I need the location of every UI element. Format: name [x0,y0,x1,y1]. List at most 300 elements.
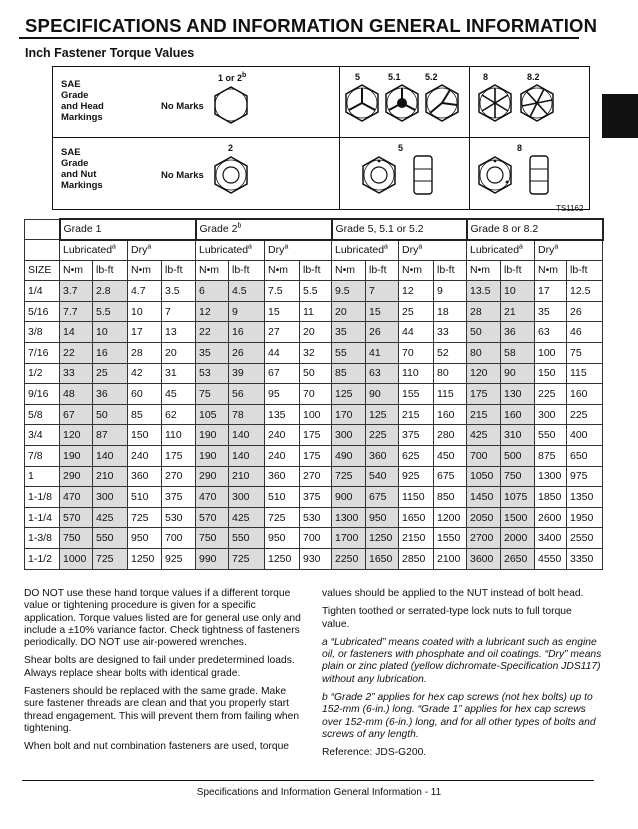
torque-value-cell: 48 [60,384,93,405]
torque-value-cell: 925 [162,549,196,570]
torque-value-cell: 78 [229,404,265,425]
torque-value-cell: 4.5 [229,281,265,302]
torque-value-cell: 135 [265,404,300,425]
torque-value-cell: 215 [467,404,501,425]
torque-value-cell: 675 [434,466,467,487]
head-markings-label: SAE Grade and Head Markings [61,79,104,123]
table-row [25,301,603,322]
dry-header: Dry$^a$ [535,240,603,261]
torque-value-cell: 950 [128,528,162,549]
torque-value-cell: 925 [399,466,434,487]
torque-value-cell: 225 [366,425,399,446]
torque-table [24,218,604,570]
unit-lbft-header: lb-ft [300,260,332,281]
torque-value-cell: 63 [366,363,399,384]
torque-value-cell: 35 [535,301,567,322]
nut-side-view-icon [411,153,435,197]
hex-nut-plain-icon [211,155,251,195]
torque-value-cell: 2000 [501,528,535,549]
note-paragraph: DO NOT use these hand torque values if a different torque value or tightening procedure is given for a specific application. Torque values listed are for general use only and include a ±10% variance factor. Check tightness of fasteners periodically. DO NOT use air-powered wrenches. [24,588,301,649]
torque-value-cell: 210 [229,466,265,487]
torque-value-cell: 2700 [467,528,501,549]
torque-value-cell: 1050 [467,466,501,487]
torque-value-cell: 32 [300,343,332,364]
torque-value-cell: 1250 [366,528,399,549]
torque-value-cell: 1450 [467,487,501,508]
nut-grade-label: 8 [517,143,523,153]
torque-value-cell: 650 [567,446,603,467]
torque-value-cell: 530 [300,507,332,528]
torque-value-cell: 375 [300,487,332,508]
torque-value-cell: 570 [60,507,93,528]
torque-value-cell: 20 [300,322,332,343]
torque-value-cell: 7.5 [265,281,300,302]
torque-value-cell: 150 [535,363,567,384]
size-cell: 9/16 [25,384,60,405]
torque-value-cell: 55 [332,343,366,364]
torque-value-cell: 1950 [567,507,603,528]
torque-value-cell: 1550 [434,528,467,549]
footer-rule [22,780,594,781]
torque-value-cell: 625 [399,446,434,467]
size-cell: 1-1/4 [25,507,60,528]
torque-value-cell: 425 [229,507,265,528]
torque-value-cell: 42 [128,363,162,384]
torque-value-cell: 50 [467,322,501,343]
torque-value-cell: 2250 [332,549,366,570]
markings-col-divider [339,67,340,209]
torque-value-cell: 100 [300,404,332,425]
torque-value-cell: 1650 [366,549,399,570]
torque-value-cell: 490 [332,446,366,467]
lubricated-header: Lubricated$^a$ [60,240,128,261]
torque-value-cell: 270 [162,466,196,487]
unit-lbft-header: lb-ft [229,260,265,281]
torque-value-cell: 16 [229,322,265,343]
torque-value-cell: 85 [332,363,366,384]
head-grade-label: 5.1 [388,72,401,82]
torque-value-cell: 3.7 [60,281,93,302]
torque-value-cell: 110 [399,363,434,384]
hex-head-grade8-icon [475,83,515,123]
torque-value-cell: 400 [567,425,603,446]
torque-value-cell: 62 [162,404,196,425]
torque-value-cell: 725 [229,549,265,570]
unit-lbft-header: lb-ft [366,260,399,281]
torque-value-cell: 510 [128,487,162,508]
torque-value-cell: 17 [535,281,567,302]
torque-value-cell: 25 [399,301,434,322]
hex-head-grade5-icon [342,83,382,123]
torque-value-cell: 290 [196,466,229,487]
lubricated-header: Lubricated$^a$ [332,240,399,261]
size-cell: 3/8 [25,322,60,343]
torque-value-cell: 190 [60,446,93,467]
units-header-row [25,260,603,281]
torque-value-cell: 26 [366,322,399,343]
torque-value-cell: 28 [467,301,501,322]
torque-value-cell: 550 [535,425,567,446]
torque-value-cell: 140 [93,446,128,467]
torque-value-cell: 875 [535,446,567,467]
torque-value-cell: 210 [93,466,128,487]
torque-value-cell: 6 [196,281,229,302]
torque-value-cell: 375 [399,425,434,446]
torque-value-cell: 725 [265,507,300,528]
torque-value-cell: 700 [300,528,332,549]
torque-value-cell: 58 [501,343,535,364]
unit-nm-header: N•m [399,260,434,281]
notes-left [24,588,306,760]
torque-value-cell: 375 [162,487,196,508]
torque-value-cell: 225 [535,384,567,405]
torque-value-cell: 12 [399,281,434,302]
size-cell: 1-1/2 [25,549,60,570]
torque-value-cell: 20 [162,343,196,364]
torque-value-cell: 470 [196,487,229,508]
page-footer: Specifications and Information General Information - 11 [196,787,442,798]
size-cell: 5/16 [25,301,60,322]
torque-value-cell: 700 [467,446,501,467]
size-cell: 7/16 [25,343,60,364]
torque-value-cell: 50 [93,404,128,425]
torque-value-cell: 90 [366,384,399,405]
torque-value-cell: 300 [229,487,265,508]
reference: Reference: JDS-G200. [322,747,427,759]
table-row [25,384,603,405]
torque-value-cell: 190 [196,446,229,467]
hex-nut-grade5-icon [359,155,399,195]
table-row [25,446,603,467]
head-grade-label: 5.2 [425,72,438,82]
torque-value-cell: 45 [162,384,196,405]
torque-value-cell: 28 [128,343,162,364]
torque-value-cell: 990 [196,549,229,570]
torque-value-cell: 160 [501,404,535,425]
torque-value-cell: 2650 [501,549,535,570]
torque-value-cell: 4.7 [128,281,162,302]
torque-value-cell: 190 [196,425,229,446]
torque-value-cell: 360 [366,446,399,467]
torque-value-cell: 20 [332,301,366,322]
nut-grade-label: 5 [398,143,404,153]
torque-value-cell: 52 [434,343,467,364]
hex-head-grade52-icon [422,83,462,123]
torque-value-cell: 26 [567,301,603,322]
torque-value-cell: 67 [60,404,93,425]
torque-value-cell: 530 [162,507,196,528]
torque-value-cell: 36 [501,322,535,343]
table-row [25,363,603,384]
torque-value-cell: 125 [366,404,399,425]
table-row [25,404,603,425]
hex-nut-grade8-icon [475,155,515,195]
torque-value-cell: 3350 [567,549,603,570]
note-paragraph: When bolt and nut combination fasteners are used, torque [24,741,290,753]
torque-value-cell: 130 [501,384,535,405]
torque-value-cell: 290 [60,466,93,487]
torque-value-cell: 95 [265,384,300,405]
size-cell: 1 [25,466,60,487]
torque-value-cell: 1700 [332,528,366,549]
torque-value-cell: 2600 [535,507,567,528]
unit-nm-header: N•m [467,260,501,281]
head-grade-label: 5 [355,72,361,82]
torque-value-cell: 150 [128,425,162,446]
section-subtitle: Inch Fastener Torque Values [25,46,195,60]
torque-value-cell: 56 [229,384,265,405]
torque-value-cell: 9.5 [332,281,366,302]
torque-value-cell: 67 [265,363,300,384]
torque-value-cell: 7 [162,301,196,322]
page-header [19,9,598,39]
size-cell: 3/4 [25,425,60,446]
markings-col-divider [469,67,470,209]
torque-value-cell: 300 [332,425,366,446]
torque-value-cell: 33 [60,363,93,384]
head-grade-label: 8.2 [527,72,540,82]
torque-value-cell: 750 [60,528,93,549]
torque-value-cell: 500 [501,446,535,467]
torque-value-cell: 12.5 [567,281,603,302]
torque-value-cell: 225 [567,404,603,425]
note-paragraph: Fasteners should be replaced with the same grade. Make sure fastener threads are clean and that you properly start thread engagement. This will prevent them from failing when tightening. [24,686,300,734]
torque-value-cell: 7.7 [60,301,93,322]
table-row [25,466,603,487]
torque-value-cell: 35 [196,343,229,364]
torque-value-cell: 35 [332,322,366,343]
torque-value-cell: 10 [93,322,128,343]
torque-value-cell: 120 [60,425,93,446]
lubricated-header: Lubricated$^a$ [467,240,535,261]
size-cell: 1-1/8 [25,487,60,508]
torque-value-cell: 10 [501,281,535,302]
torque-value-cell: 5.5 [93,301,128,322]
torque-value-cell: 425 [467,425,501,446]
torque-value-cell: 70 [399,343,434,364]
torque-value-cell: 27 [265,322,300,343]
size-cell: 1-3/8 [25,528,60,549]
torque-value-cell: 18 [434,301,467,322]
torque-value-cell: 2850 [399,549,434,570]
torque-value-cell: 750 [501,466,535,487]
torque-value-cell: 930 [300,549,332,570]
torque-value-cell: 2100 [434,549,467,570]
torque-value-cell: 22 [196,322,229,343]
torque-value-cell: 15 [265,301,300,322]
torque-value-cell: 725 [332,466,366,487]
torque-value-cell: 3.5 [162,281,196,302]
torque-value-cell: 5.5 [300,281,332,302]
torque-value-cell: 950 [366,507,399,528]
torque-value-cell: 425 [93,507,128,528]
torque-value-cell: 1075 [501,487,535,508]
table-row [25,549,603,570]
footnote-a: a “Lubricated” means coated with a lubricant such as engine oil, or fasteners with phosphate and oil coatings. “Dry” means plain or zinc plated (yellow dichromate-Specification JDS117) without any lubrication. [322,636,602,685]
torque-value-cell: 1000 [60,549,93,570]
torque-value-cell: 100 [535,343,567,364]
torque-value-cell: 110 [162,425,196,446]
torque-value-cell: 26 [229,343,265,364]
torque-value-cell: 950 [265,528,300,549]
torque-value-cell: 160 [567,384,603,405]
torque-value-cell: 115 [434,384,467,405]
torque-value-cell: 31 [162,363,196,384]
torque-value-cell: 175 [162,446,196,467]
torque-value-cell: 22 [60,343,93,364]
unit-nm-header: N•m [332,260,366,281]
size-cell: 1/4 [25,281,60,302]
grade-header: Grade 2$^b$ [196,219,332,240]
torque-value-cell: 39 [229,363,265,384]
table-row [25,487,603,508]
unit-lbft-header: lb-ft [434,260,467,281]
torque-value-cell: 175 [300,446,332,467]
torque-value-cell: 155 [399,384,434,405]
dry-header: Dry$^a$ [265,240,332,261]
torque-value-cell: 10 [128,301,162,322]
torque-value-cell: 63 [535,322,567,343]
torque-value-cell: 140 [229,446,265,467]
torque-value-cell: 1850 [535,487,567,508]
torque-value-cell: 125 [332,384,366,405]
dry-header: Dry$^a$ [399,240,467,261]
table-row [25,528,603,549]
torque-value-cell: 360 [265,466,300,487]
blank-cell [25,219,60,240]
torque-value-cell: 87 [93,425,128,446]
torque-value-cell: 12 [196,301,229,322]
torque-value-cell: 44 [265,343,300,364]
table-row [25,281,603,302]
torque-value-cell: 1150 [399,487,434,508]
torque-value-cell: 105 [196,404,229,425]
torque-value-cell: 540 [366,466,399,487]
torque-value-cell: 75 [567,343,603,364]
torque-value-cell: 550 [229,528,265,549]
torque-value-cell: 300 [535,404,567,425]
hex-head-grade82-icon [517,83,557,123]
nut-markings-label: SAE Grade and Nut Markings [61,147,103,191]
torque-value-cell: 2550 [567,528,603,549]
dry-header: Dry$^a$ [128,240,196,261]
torque-value-cell: 80 [434,363,467,384]
torque-value-cell: 1350 [567,487,603,508]
torque-value-cell: 240 [265,446,300,467]
torque-value-cell: 1300 [535,466,567,487]
markings-row-divider [53,137,589,138]
nut-grade-label: 2 [228,143,234,153]
torque-value-cell: 1200 [434,507,467,528]
unit-lbft-header: lb-ft [501,260,535,281]
size-cell: 1/2 [25,363,60,384]
torque-value-cell: 570 [196,507,229,528]
torque-value-cell: 115 [567,363,603,384]
torque-value-cell: 215 [399,404,434,425]
size-header: SIZE [25,260,60,281]
thumb-tab [602,94,638,138]
torque-value-cell: 13 [162,322,196,343]
torque-value-cell: 9 [229,301,265,322]
torque-value-cell: 50 [300,363,332,384]
torque-value-cell: 33 [434,322,467,343]
unit-nm-header: N•m [128,260,162,281]
torque-value-cell: 90 [501,363,535,384]
torque-value-cell: 9 [434,281,467,302]
unit-lbft-header: lb-ft [567,260,603,281]
grade-header: Grade 1 [60,219,196,240]
unit-nm-header: N•m [535,260,567,281]
condition-header-row [25,240,603,261]
head-grade-label: 8 [483,72,489,82]
size-cell: 7/8 [25,446,60,467]
torque-value-cell: 120 [467,363,501,384]
torque-value-cell: 280 [434,425,467,446]
grade-header: Grade 8 or 8.2 [467,219,603,240]
note-paragraph: Shear bolts are designed to fail under predetermined loads. Always replace shear bolts with identical grade. [24,655,295,679]
torque-value-cell: 53 [196,363,229,384]
torque-value-cell: 15 [366,301,399,322]
torque-value-cell: 750 [196,528,229,549]
torque-value-cell: 240 [128,446,162,467]
torque-value-cell: 1250 [265,549,300,570]
torque-value-cell: 2050 [467,507,501,528]
torque-value-cell: 17 [128,322,162,343]
torque-value-cell: 80 [467,343,501,364]
torque-value-cell: 510 [265,487,300,508]
lubricated-header: Lubricated$^a$ [196,240,265,261]
torque-value-cell: 13.5 [467,281,501,302]
figure-code: TS1162 [556,204,584,213]
page-title: SPECIFICATIONS AND INFORMATION GENERAL INFORMATION [25,15,598,36]
torque-value-cell: 21 [501,301,535,322]
torque-value-cell: 1300 [332,507,366,528]
grade-header-row [25,219,603,240]
torque-value-cell: 310 [501,425,535,446]
torque-value-cell: 25 [93,363,128,384]
unit-nm-header: N•m [60,260,93,281]
hex-head-plain-icon [211,85,251,125]
torque-value-cell: 450 [434,446,467,467]
torque-value-cell: 1250 [128,549,162,570]
torque-value-cell: 850 [434,487,467,508]
notes-right [322,588,602,766]
header-rule [19,37,579,39]
table-row [25,343,603,364]
torque-value-cell: 700 [162,528,196,549]
footnote-b: b “Grade 2” applies for hex cap screws (not hex bolts) up to 152-mm (6-in.) long. “Grade 1” applies for hex cap screws over 152-mm (6-in.) long, and for all other types of bolts and screws of any length. [322,692,596,740]
torque-value-cell: 1650 [399,507,434,528]
unit-nm-header: N•m [196,260,229,281]
torque-value-cell: 270 [300,466,332,487]
torque-value-cell: 300 [93,487,128,508]
torque-value-cell: 16 [93,343,128,364]
head-grade-label: 1 or 2$^b$ [218,72,247,83]
torque-value-cell: 470 [60,487,93,508]
unit-lbft-header: lb-ft [93,260,128,281]
blank-cell [25,240,60,261]
head-no-marks: No Marks [161,101,204,112]
torque-value-cell: 3600 [467,549,501,570]
torque-value-cell: 900 [332,487,366,508]
torque-value-cell: 1500 [501,507,535,528]
torque-value-cell: 44 [399,322,434,343]
grade-markings-diagram [52,66,590,210]
torque-value-cell: 14 [60,322,93,343]
table-row [25,507,603,528]
torque-value-cell: 70 [300,384,332,405]
unit-lbft-header: lb-ft [162,260,196,281]
